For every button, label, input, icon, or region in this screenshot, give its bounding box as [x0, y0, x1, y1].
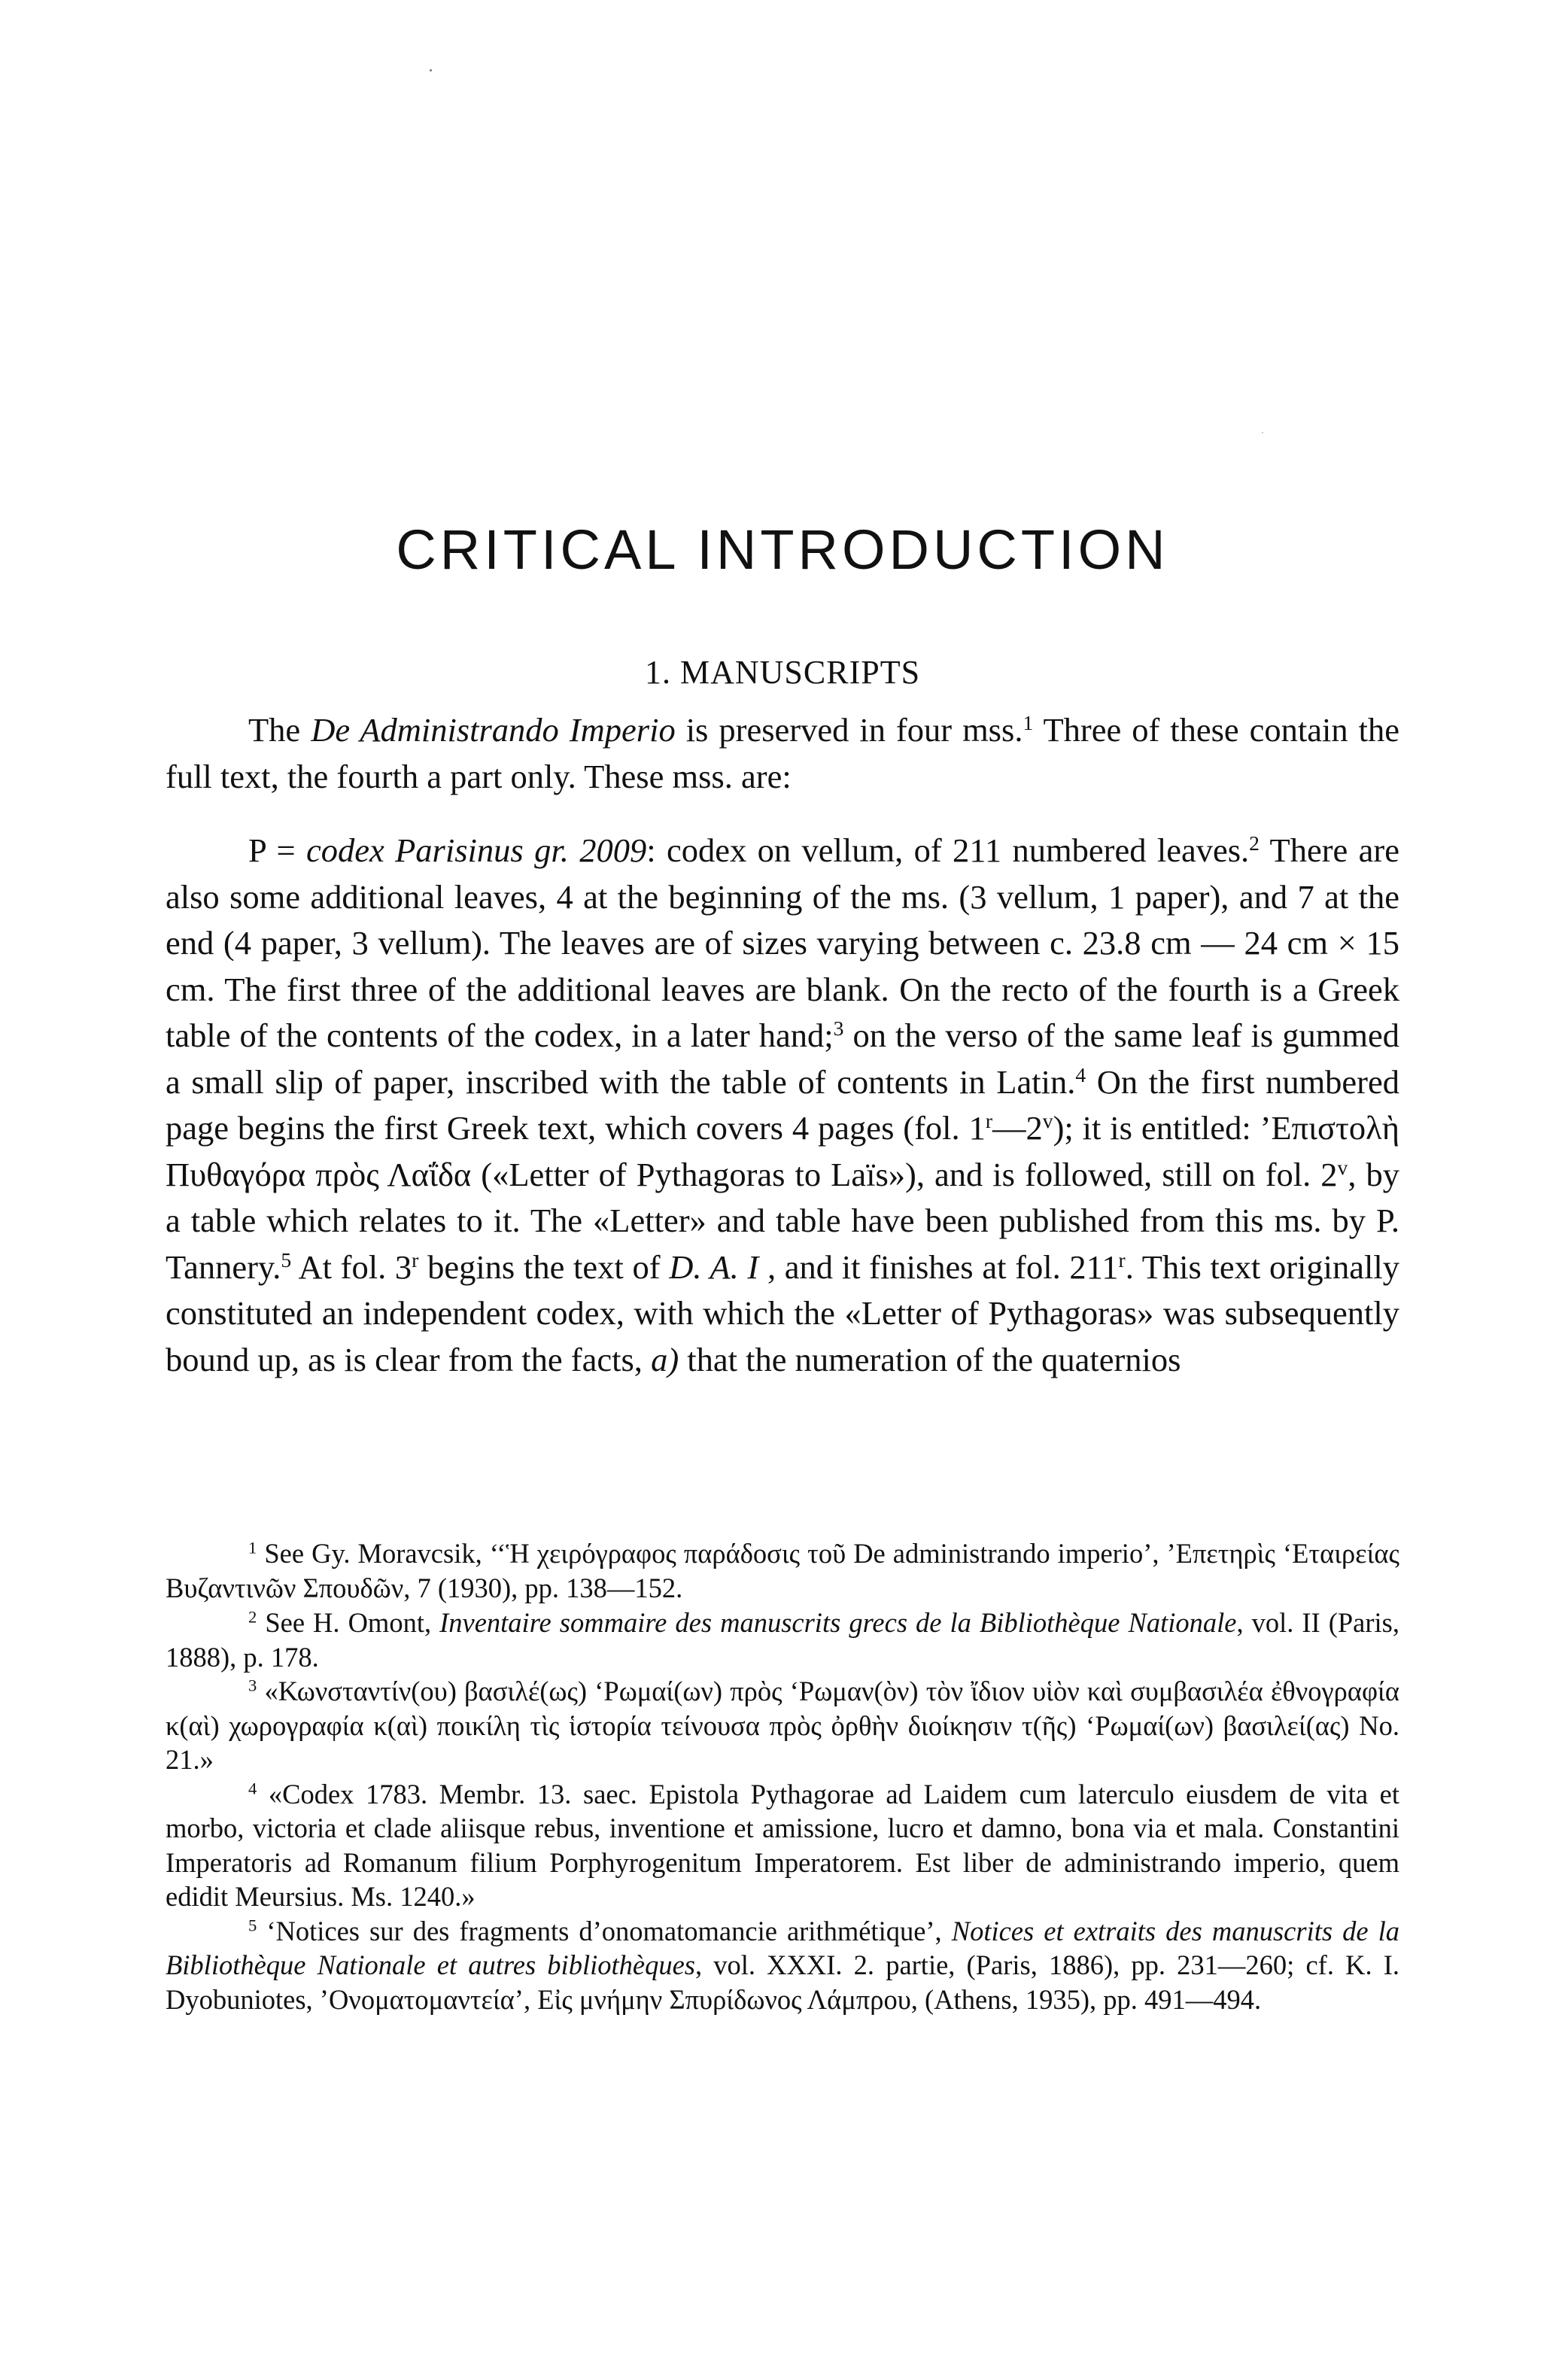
- folio-side: v: [1337, 1155, 1348, 1179]
- footnote-title: Inventaire sommaire des manuscrits grecs de la Bibliothèque Nationale: [439, 1607, 1237, 1638]
- text-run: —2: [992, 1109, 1043, 1147]
- codex-name: codex Parisinus gr. 2009: [305, 831, 647, 869]
- footnote-text: ‘Notices sur des fragments d’onomatomancie arithmétique’,: [257, 1915, 952, 1946]
- folio-side: r: [412, 1247, 419, 1272]
- text-run: ); it is entitled: ’Επιστολὴ Πυθαγόρα πρὸς Λαΐδα («Letter of Pythagoras to Laïs»), and is followed, still on fol. 2: [166, 1109, 1399, 1193]
- footnote-3: [166, 1674, 1399, 1777]
- footnote-5: [166, 1914, 1399, 2017]
- text-run: P =: [248, 831, 306, 869]
- text-run: There are also some additional leaves, 4 at the beginning of the ms. (3 vellum, 1 paper), and 7 at the end (4 paper, 3 vellum). The leaves are of sizes varying between c. 23.8 cm — 24 cm × 15 cm. The first three of the additional leaves are blank. On the recto of the fourth is a Greek table of the contents of the codex, in a later hand;: [166, 831, 1400, 1054]
- text-run: On the first numbered page begins the first Greek text, which covers 4 pages (fol. 1: [166, 1062, 1400, 1147]
- footnote-number: 5: [248, 1916, 257, 1935]
- footnote-ref: 5: [281, 1247, 292, 1272]
- footnote-ref: 4: [1075, 1062, 1086, 1086]
- footnote-text: See H. Omont,: [257, 1607, 440, 1638]
- text-run: : codex on vellum, of 211 numbered leaves.: [646, 831, 1250, 869]
- footnote-4: [166, 1777, 1399, 1914]
- footnote-1: [166, 1536, 1399, 1605]
- chapter-title: CRITICAL INTRODUCTION: [396, 518, 1169, 581]
- footnote-text: «Κωνσταντίν(ου) βασιλέ(ως) ‘Ρωμαί(ων) πρὸς ‘Ρωμαν(ὸν) τὸν ἴδιον υἱὸν καὶ συμβασιλέα ἐθνογραφία κ(αὶ) χωρογραφία κ(αὶ) ποικίλη τὶς ἱστορία τείνουσα πρὸς ὀρθὴν διοίκησιν τ(ῆς) ‘Ρωμαί(ων) βασιλεί(ας) No. 21.»: [166, 1676, 1399, 1775]
- footnote-number: 2: [248, 1607, 257, 1627]
- footnote-text: «Codex 1783. Membr. 13. saec. Epistola Pythagorae ad Laidem cum laterculo eiusdem de vita et morbo, victoria et clade aliisque rebus, inventione et amissione, lucro et damno, bona via et mala. Constantini Imperatoris ad Romanum filium Porphyrogenitum Imperatorem. Est liber de administrando imperio, quem edidit Meursius. Ms. 1240.»: [166, 1778, 1399, 1912]
- text-run: that the numeration of the quaternios: [679, 1340, 1181, 1378]
- text-run: is preserved in four mss.: [675, 711, 1023, 749]
- folio-side: v: [1042, 1108, 1053, 1132]
- paper-speck: [430, 69, 432, 71]
- body-text: [166, 707, 1399, 1383]
- footnote-title: Notices et extraits des manuscrits de la Bibliothèque Nationale et autres bibliothèques: [166, 1915, 1399, 1980]
- footnotes: [166, 1536, 1399, 2016]
- footnote-number: 3: [248, 1676, 257, 1695]
- text-run: , by a table which relates to it. The «Letter» and table have been published from this ms. by P. Tannery.: [166, 1155, 1400, 1286]
- text-run: Three of these contain the full text, the fourth a part only. These mss. are:: [166, 711, 1400, 795]
- text-run: begins the text of: [418, 1247, 670, 1286]
- footnote-text: , vol. II (Paris, 1888), p. 178.: [166, 1607, 1399, 1673]
- text-run: , and it finishes at fol. 211: [758, 1247, 1119, 1286]
- work-title: De Administrando Imperio: [311, 711, 676, 749]
- footnote-number: 4: [248, 1779, 257, 1798]
- paragraph-codex-p: [166, 828, 1399, 1383]
- footnote-2: [166, 1606, 1399, 1674]
- footnote-text: See Gy. Moravcsik, ‘‘Ἡ χειρόγραφος παράδοσις τοῦ De administrando imperio’, ’Επετηρὶς ‘Εταιρείας Βυζαντινῶν Σπουδῶν, 7 (1930), pp. 138—152.: [166, 1538, 1399, 1603]
- folio-side: r: [1118, 1247, 1126, 1272]
- text-run: At fol. 3: [291, 1247, 412, 1286]
- list-marker: a): [651, 1340, 679, 1378]
- footnote-ref: 3: [833, 1016, 844, 1040]
- text-run: on the verso of the same leaf is gummed a small slip of paper, inscribed with the table of contents in Latin.: [166, 1016, 1399, 1101]
- paper-speck: [1262, 432, 1263, 433]
- footnote-text: , vol. XXXI. 2. partie, (Paris, 1886), pp. 231—260; cf. K. I. Dyobuniotes, ’Ονοματομαντεία’, Εἰς μνήμην Σπυρίδωνος Λάμπρου, (Athens, 1935), pp. 491—494.: [166, 1949, 1400, 2015]
- paragraph-intro: [166, 707, 1399, 800]
- work-abbreviation: D. A. I: [669, 1247, 759, 1286]
- folio-side: r: [985, 1108, 993, 1132]
- footnote-number: 1: [248, 1538, 257, 1557]
- footnote-ref: 2: [1249, 831, 1260, 855]
- section-heading: 1. MANUSCRIPTS: [644, 654, 921, 691]
- footnote-ref: 1: [1023, 710, 1034, 734]
- text-run: The: [248, 711, 311, 749]
- text-run: . This text originally constituted an independent codex, with which the «Letter of Pythagoras» was subsequently bound up, as is clear from the facts,: [166, 1247, 1400, 1378]
